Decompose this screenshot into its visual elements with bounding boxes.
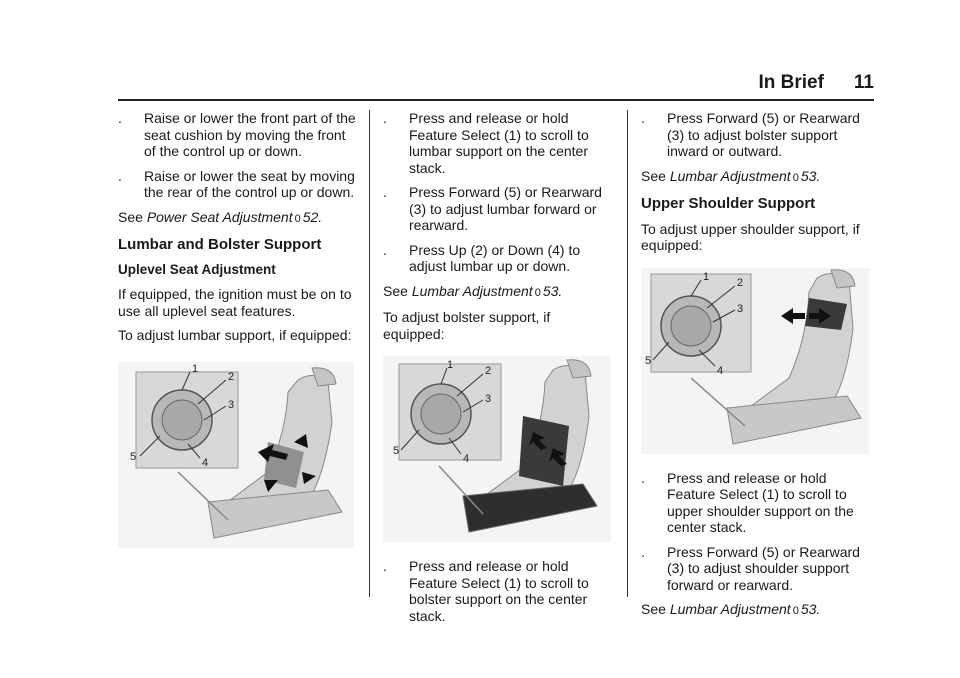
bolster-seat-illustration [383, 356, 611, 542]
page-header [118, 72, 874, 98]
lumbar-seat-illustration [118, 362, 354, 548]
bullet-dot: . [641, 543, 645, 560]
see-link[interactable]: Power Seat Adjustment [146, 208, 293, 225]
figure-label: 3 [228, 398, 235, 411]
page-ref-arrow-icon: 0 [294, 212, 301, 225]
see-prefix: See [383, 282, 408, 299]
figure-label: 4 [463, 453, 470, 465]
figure-label: 1 [447, 359, 454, 371]
see-reference [118, 209, 358, 228]
see-page: 53. [800, 601, 821, 617]
bullet-dot: . [383, 184, 387, 200]
bullet-dot: . [641, 469, 645, 486]
see-reference [641, 168, 874, 187]
paragraph: To adjust bolster support, if equipped: [383, 309, 551, 342]
bullet-text: Press Forward (5) or Rearward (3) to adjust bolster support inward or outward. [667, 110, 860, 159]
see-link[interactable]: Lumbar Adjustment [669, 601, 791, 617]
figure-label: 1 [703, 270, 710, 283]
figure-label: 2 [485, 365, 492, 377]
column-1 [118, 110, 358, 548]
page-ref-arrow-icon: 0 [792, 171, 799, 184]
paragraph: To adjust lumbar support, if equipped: [118, 327, 352, 343]
bullet-item [641, 544, 874, 594]
see-prefix: See [118, 208, 143, 225]
figure-label: 1 [192, 362, 199, 375]
page-ref-arrow-icon: 0 [792, 605, 799, 617]
section-heading: Lumbar and Bolster Support [118, 236, 322, 253]
section-heading: Upper Shoulder Support [641, 195, 816, 212]
page-number: 11 [853, 72, 874, 93]
bullet-item [118, 168, 358, 201]
see-page: 53. [542, 282, 563, 299]
figure-label: 5 [393, 445, 400, 457]
figure-label: 3 [737, 302, 744, 315]
lumbar-seat-figure [118, 362, 358, 548]
bullet-dot: . [118, 167, 122, 184]
bullet-item [641, 110, 874, 160]
bullet-item [641, 470, 874, 536]
bullet-text: Press Up (2) or Down (4) to adjust lumbar up or down. [409, 241, 581, 274]
see-prefix: See [641, 167, 666, 184]
column-divider-1 [369, 110, 370, 597]
figure-label: 3 [485, 393, 492, 405]
figure-label: 5 [130, 450, 137, 463]
figure-label: 2 [228, 370, 235, 383]
header-rule [118, 99, 874, 101]
bullet-dot: . [118, 110, 122, 126]
bolster-seat-figure [383, 356, 613, 542]
header-title: In Brief [758, 72, 824, 93]
column-2 [383, 110, 613, 632]
see-page: 53. [800, 167, 821, 184]
see-prefix: See [641, 601, 666, 617]
figure-label: 2 [737, 276, 744, 289]
see-link[interactable]: Lumbar Adjustment [669, 167, 791, 184]
column-3 [641, 110, 874, 628]
page-ref-arrow-icon: 0 [534, 286, 541, 299]
bullet-text: Raise or lower the seat by moving the rear of the control up or down. [144, 167, 355, 200]
figure-label: 5 [645, 354, 652, 367]
figure-label: 4 [717, 364, 724, 377]
paragraph: If equipped, the ignition must be on to use all uplevel seat features. [118, 286, 352, 319]
bullet-item [383, 242, 613, 275]
bullet-dot: . [641, 110, 645, 126]
figure-label: 4 [202, 456, 209, 469]
bullet-text: Press and release or hold Feature Select (1) to scroll to upper shoulder support on the center stack. [667, 469, 854, 535]
subheading: Uplevel Seat Adjustment [118, 261, 276, 277]
see-reference [641, 601, 874, 620]
bullet-item [118, 110, 358, 160]
bullet-dot: . [383, 241, 387, 258]
bullet-text: Press Forward (5) or Rearward (3) to adjust shoulder support forward or rearward. [667, 543, 860, 593]
bullet-dot: . [383, 110, 387, 126]
bullet-text: Raise or lower the front part of the seat cushion by moving the front of the control up or down. [144, 110, 356, 159]
bullet-text: Press and release or hold Feature Select (1) to scroll to lumbar support on the center stack. [409, 110, 589, 176]
bullet-item [383, 110, 613, 176]
paragraph: To adjust upper shoulder support, if equipped: [641, 220, 860, 253]
see-link[interactable]: Lumbar Adjustment [411, 282, 533, 299]
bullet-dot: . [383, 558, 387, 574]
bullet-item [383, 184, 613, 234]
bullet-text: Press and release or hold Feature Select (1) to scroll to bolster support on the center stack. [409, 558, 589, 624]
column-divider-2 [627, 110, 628, 597]
see-reference [383, 283, 613, 302]
bullet-item [383, 558, 613, 624]
upper-shoulder-seat-illustration [641, 268, 869, 454]
header-text [758, 72, 874, 94]
upper-shoulder-seat-figure [641, 268, 874, 454]
bullet-text: Press Forward (5) or Rearward (3) to adjust lumbar forward or rearward. [409, 184, 602, 233]
see-page: 52. [302, 208, 323, 225]
